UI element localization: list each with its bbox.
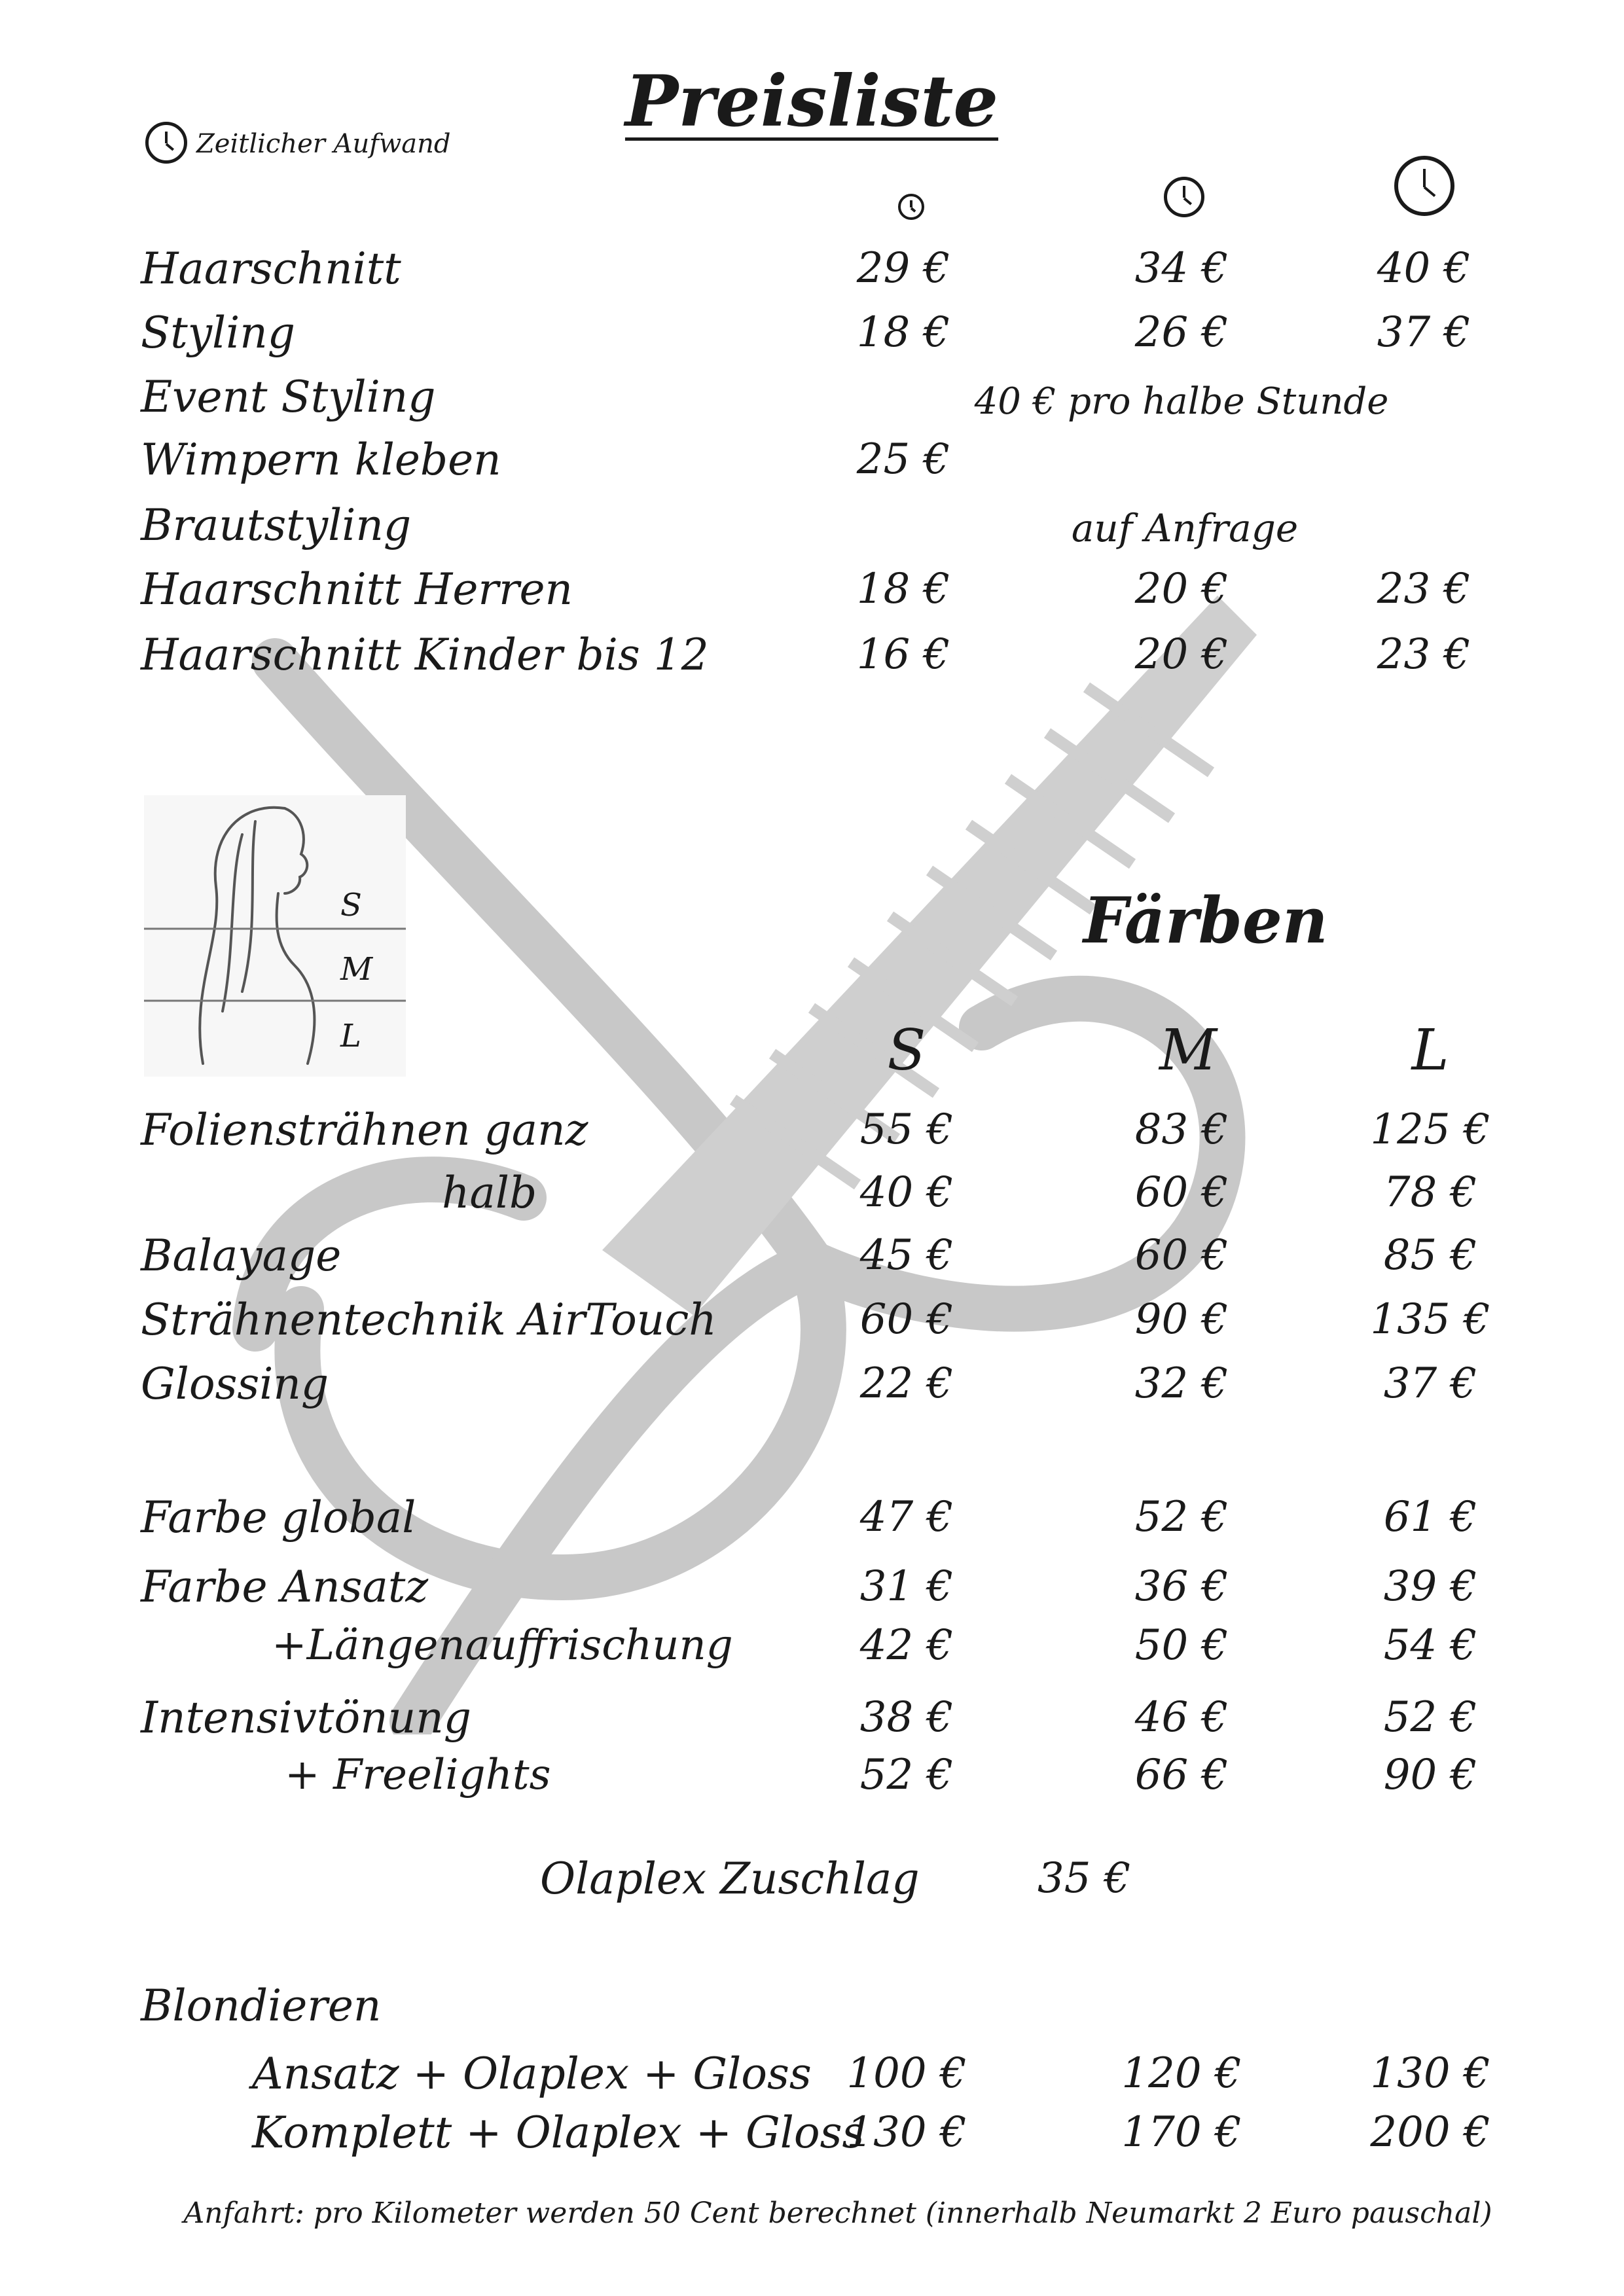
clock-icon [145,122,187,164]
price-cell: 40 € [859,1168,954,1217]
section-title-blonding: Blondieren [141,1981,382,2031]
time-legend-label: Zeitlicher Aufwand [196,129,451,159]
service-name: +Längenauffrischung [272,1621,733,1670]
price-cell: 45 € [859,1231,954,1280]
price-cell: 52 € [1134,1493,1229,1541]
section-title-coloring: Färben [1083,884,1328,958]
price-cell: 83 € [1134,1105,1229,1154]
price-cell: 90 € [1134,1295,1229,1344]
price-cell: 100 € [846,2049,967,2098]
price-cell: 25 € [856,435,950,484]
price-cell: 50 € [1134,1621,1229,1670]
length-label-m: M [340,951,373,988]
price-cell: 29 € [856,244,950,293]
service-name: Foliensträhnen ganz [141,1105,588,1155]
page-title: Preisliste [624,60,999,143]
price-cell: 18 € [856,565,950,613]
price-cell: 135 € [1370,1295,1490,1344]
hair-length-sketch [144,795,406,1077]
price-cell: 32 € [1134,1359,1229,1408]
price-cell: 46 € [1134,1693,1229,1742]
price-cell: 34 € [1134,244,1229,293]
price-cell: 31 € [859,1562,954,1611]
price-cell: 52 € [1383,1693,1477,1742]
length-label-s: S [340,887,362,924]
price-cell: 47 € [859,1493,954,1541]
price-cell: 54 € [1383,1621,1477,1670]
size-header: S [887,1018,926,1083]
length-label-l: L [340,1018,361,1054]
price-cell: 60 € [859,1295,954,1344]
price-cell: 16 € [856,630,950,679]
price-cell: 23 € [1377,630,1471,679]
price-cell: 90 € [1383,1751,1477,1799]
travel-fee-note: Anfahrt: pro Kilometer werden 50 Cent berechnet (innerhalb Neumarkt 2 Euro pauschal) [183,2197,1492,2230]
service-name: Glossing [141,1359,329,1409]
price-cell: 22 € [859,1359,954,1408]
price-cell: 18 € [856,308,950,357]
price-cell: 120 € [1121,2049,1242,2098]
service-name: Ansatz + Olaplex + Gloss [252,2049,812,2099]
service-name: halb [442,1168,537,1218]
price-cell: 39 € [1383,1562,1477,1611]
price-cell: 66 € [1134,1751,1229,1799]
clock-medium-icon [1164,177,1204,217]
price-cell: 42 € [859,1621,954,1670]
price-cell: 20 € [1134,565,1229,613]
price-cell: 20 € [1134,630,1229,679]
service-name: Farbe global [141,1492,416,1543]
price-cell: 37 € [1377,308,1471,357]
price-cell: 60 € [1134,1168,1229,1217]
olaplex-price: 35 € [1038,1854,1131,1903]
price-span: 40 € pro halbe Stunde [974,380,1389,423]
price-cell: 26 € [1134,308,1229,357]
price-cell: 200 € [1370,2108,1490,2157]
price-cell: 23 € [1377,565,1471,613]
service-name: Haarschnitt Herren [141,564,573,615]
service-name: Komplett + Olaplex + Gloss [252,2108,865,2158]
olaplex-label: Olaplex Zuschlag [540,1854,920,1904]
service-name: Haarschnitt Kinder bis 12 [141,630,709,680]
service-name: Styling [141,308,295,358]
price-cell: 61 € [1383,1493,1477,1541]
woman-profile-illustration [144,795,406,1077]
service-name: + Freelights [285,1751,551,1799]
service-name: Event Styling [141,372,436,422]
service-name: Farbe Ansatz [141,1562,429,1612]
size-header: L [1411,1018,1449,1083]
price-cell: 125 € [1370,1105,1490,1154]
price-cell: 130 € [846,2108,967,2157]
service-name: Balayage [141,1230,342,1281]
price-cell: 78 € [1383,1168,1477,1217]
price-cell: 38 € [859,1693,954,1742]
price-cell: 37 € [1383,1359,1477,1408]
price-span: auf Anfrage [1071,506,1299,550]
price-cell: 60 € [1134,1231,1229,1280]
price-cell: 36 € [1134,1562,1229,1611]
price-cell: 52 € [859,1751,954,1799]
price-cell: 40 € [1377,244,1471,293]
price-cell: 55 € [859,1105,954,1154]
price-cell: 85 € [1383,1231,1477,1280]
service-name: Intensivtönung [141,1693,471,1743]
clock-small-icon [898,194,924,220]
service-name: Brautstyling [141,500,412,550]
service-name: Haarschnitt [141,243,401,294]
price-cell: 170 € [1121,2108,1242,2157]
price-cell: 130 € [1370,2049,1490,2098]
service-name: Wimpern kleben [141,435,501,485]
service-name: Strähnentechnik AirTouch [141,1295,717,1345]
clock-large-icon [1394,156,1454,216]
size-header: M [1159,1018,1218,1083]
